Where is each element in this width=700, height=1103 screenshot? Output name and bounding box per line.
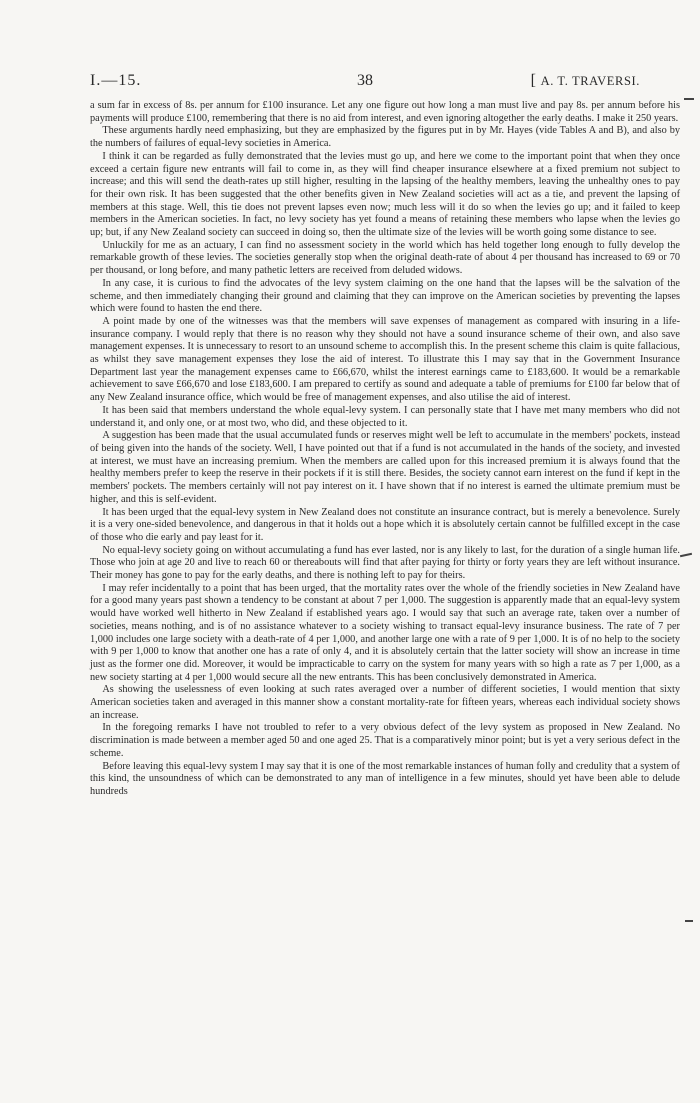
margin-mark bbox=[685, 920, 693, 922]
parliamentary-paper-reference: I.—15. bbox=[90, 72, 142, 89]
document-body bbox=[90, 100, 680, 799]
paragraph: A suggestion has been made that the usual accumulated funds or reserves might well be left to accumulate in the members' pockets, instead of being given into the hands of the society. Well, I have pointed out that if a fund is not accumulated in the hands of the society, and invested at interest, we must have an increasing premium. When the members are called upon for this increased premium it is always found that the healthy members prefer to keep the reserve in their pockets if it is still there. Besides, the society cannot earn interest on the fund if kept in the members' pockets. The members certainly will not pay interest on it. I have shown that if no interest is earned the ultimate premium must be higher, and this is self-evident. bbox=[90, 430, 680, 505]
paragraph: a sum far in excess of 8s. per annum for £100 insurance. Let any one figure out how long a man must live and pay 8s. per annum before his payments will produce £100, remembering that there is no aid from interest, and even ignoring altogether the early deaths. I make it 250 years. bbox=[90, 100, 680, 124]
page-number: 38 bbox=[357, 72, 373, 89]
paragraph: In any case, it is curious to find the advocates of the levy system claiming on the one hand that the lapses will be the salvation of the scheme, and then immediately changing their ground and claiming that they can improve on the American societies by preventing the lapses which were found to hasten the end there. bbox=[90, 277, 680, 315]
margin-mark bbox=[680, 553, 692, 557]
paragraph: These arguments hardly need emphasizing, but they are emphasized by the figures put in by Mr. Hayes (vide Tables A and B), and also by the numbers of failures of equal-levy societies in America. bbox=[90, 125, 680, 150]
paragraph: In the foregoing remarks I have not troubled to refer to a very obvious defect of the levy system as proposed in New Zealand. No discrimination is made between a member aged 50 and one aged 25. That is a comparatively minor point; but is yet a very serious defect in the scheme. bbox=[90, 722, 680, 759]
paragraph: Unluckily for me as an actuary, I can find no assessment society in the world which has held together long enough to fully develop the remarkable growth of these levies. The societies generally stop when the original death-rate of about 4 per thousand has increased to 69 or 70 per thousand, or long before, and many pathetic letters are received from deluded widows. bbox=[90, 239, 680, 277]
page-header bbox=[90, 72, 640, 94]
paragraph: As showing the uselessness of even looking at such rates averaged over a number of different societies, I would mention that sixty American societies taken and averaged in this manner show a constant mortality-rate for fifteen years, whereas each individual society shows an increase. bbox=[90, 684, 680, 721]
paragraph: Before leaving this equal-levy system I may say that it is one of the most remarkable instances of human folly and credulity that a system of this kind, the unsoundness of which can be demonstrated to any man of intelligence in a few minutes, should yet have been able to delude hundreds bbox=[90, 760, 680, 797]
margin-mark bbox=[684, 98, 694, 100]
paragraph: I think it can be regarded as fully demonstrated that the levies must go up, and here we come to the important point that when they once exceed a certain figure new entrants will fail to come in, as they will find cheaper insurance elsewhere at a fixed premium not subject to increase; and this will send the death-rates up still higher, resulting in the lapsing of the healthy members, leaving the unhealthy ones to pay for their own risk. It has been suggested that the other benefits given in New Zealand societies will act as a tie, and prevent the lapsing of members at this stage. Well, this tie does not prevent lapses even now; much less will it do so when the levies go up; and it failed to keep members in the American societies. In fact, no levy society has yet found a means of retaining these members who lapse when the levies go up; but, if any New Zealand society can succeed in doing so, then the ultimate size of the levies will be worth going some distance to see. bbox=[90, 150, 680, 239]
paragraph: It has been urged that the equal-levy system in New Zealand does not constitute an insurance contract, but is merely a benevolence. Surely it is a very one-sided benevolence, and dangerous in that it holds out a hope which it is absolutely certain cannot be fulfilled except in the case of those who die early and pay least for it. bbox=[90, 506, 680, 543]
paragraph: I may refer incidentally to a point that has been urged, that the mortality rates over the whole of the friendly societies in New Zealand have for a good many years past shown a tendency to be constant at about 7 per 1,000. The suggestion is apparently made that an equal-levy system would have worked well hitherto in New Zealand if established years ago. I would say that such an average rate, taken over a number of societies, means nothing, and is of no assistance whatever to a society wishing to transact equal-levy insurance business. The rate of 7 per 1,000 includes one large society with a death-rate of 4 per 1,000, and another large one with a rate of 9 per 1,000. It is of no help to the society with 9 per 1,000 to know that another one has a rate of only 4, and it is absolutely certain that the latter society will show an increase in time just as the former one did. Moreover, it would be impracticable to carry on the system for many years with so high a rate as 7 per 1,000, as a new society starting at 4 per 1,000 would secure all the new entrants. This has been conclusively demonstrated in America. bbox=[90, 582, 680, 683]
witness-name: [ A. T. TRAVERSI. bbox=[531, 72, 640, 90]
paragraph: A point made by one of the witnesses was that the members will save expenses of management as compared with insuring in a life-insurance company. I would reply that there is no reason why they should not have a sound insurance scheme of their own, and also save management expenses. It is unnecessary to resort to an unsound scheme to accomplish this. In the present scheme this claim is quite fallacious, as whilst they save management expenses they lose the aid of interest. To illustrate this I may say that in the Government Insurance Department last year the management expenses came to £66,670, whilst the interest earnings came to £183,600. It would be a remarkable achievement to save £66,670 and lose £183,600. I am prepared to certify as sound and adequate a table of premiums for £100 far below that of any New Zealand insurance office, which would be free of management expenses, and also utilise the aid of interest. bbox=[90, 315, 680, 404]
paragraph: It has been said that members understand the whole equal-levy system. I can personally state that I have met many members who did not understand it, and only one, or at most two, who did, and these objected to it. bbox=[90, 404, 680, 429]
paragraph: No equal-levy society going on without accumulating a fund has ever lasted, nor is any likely to last, for the duration of a single human life. Those who join at age 20 and live to reach 60 or thereabouts will find that after paying for thirty or forty years they are left without insurance. Their money has gone to pay for the early deaths, and there is nothing left to pay for theirs. bbox=[90, 544, 680, 582]
